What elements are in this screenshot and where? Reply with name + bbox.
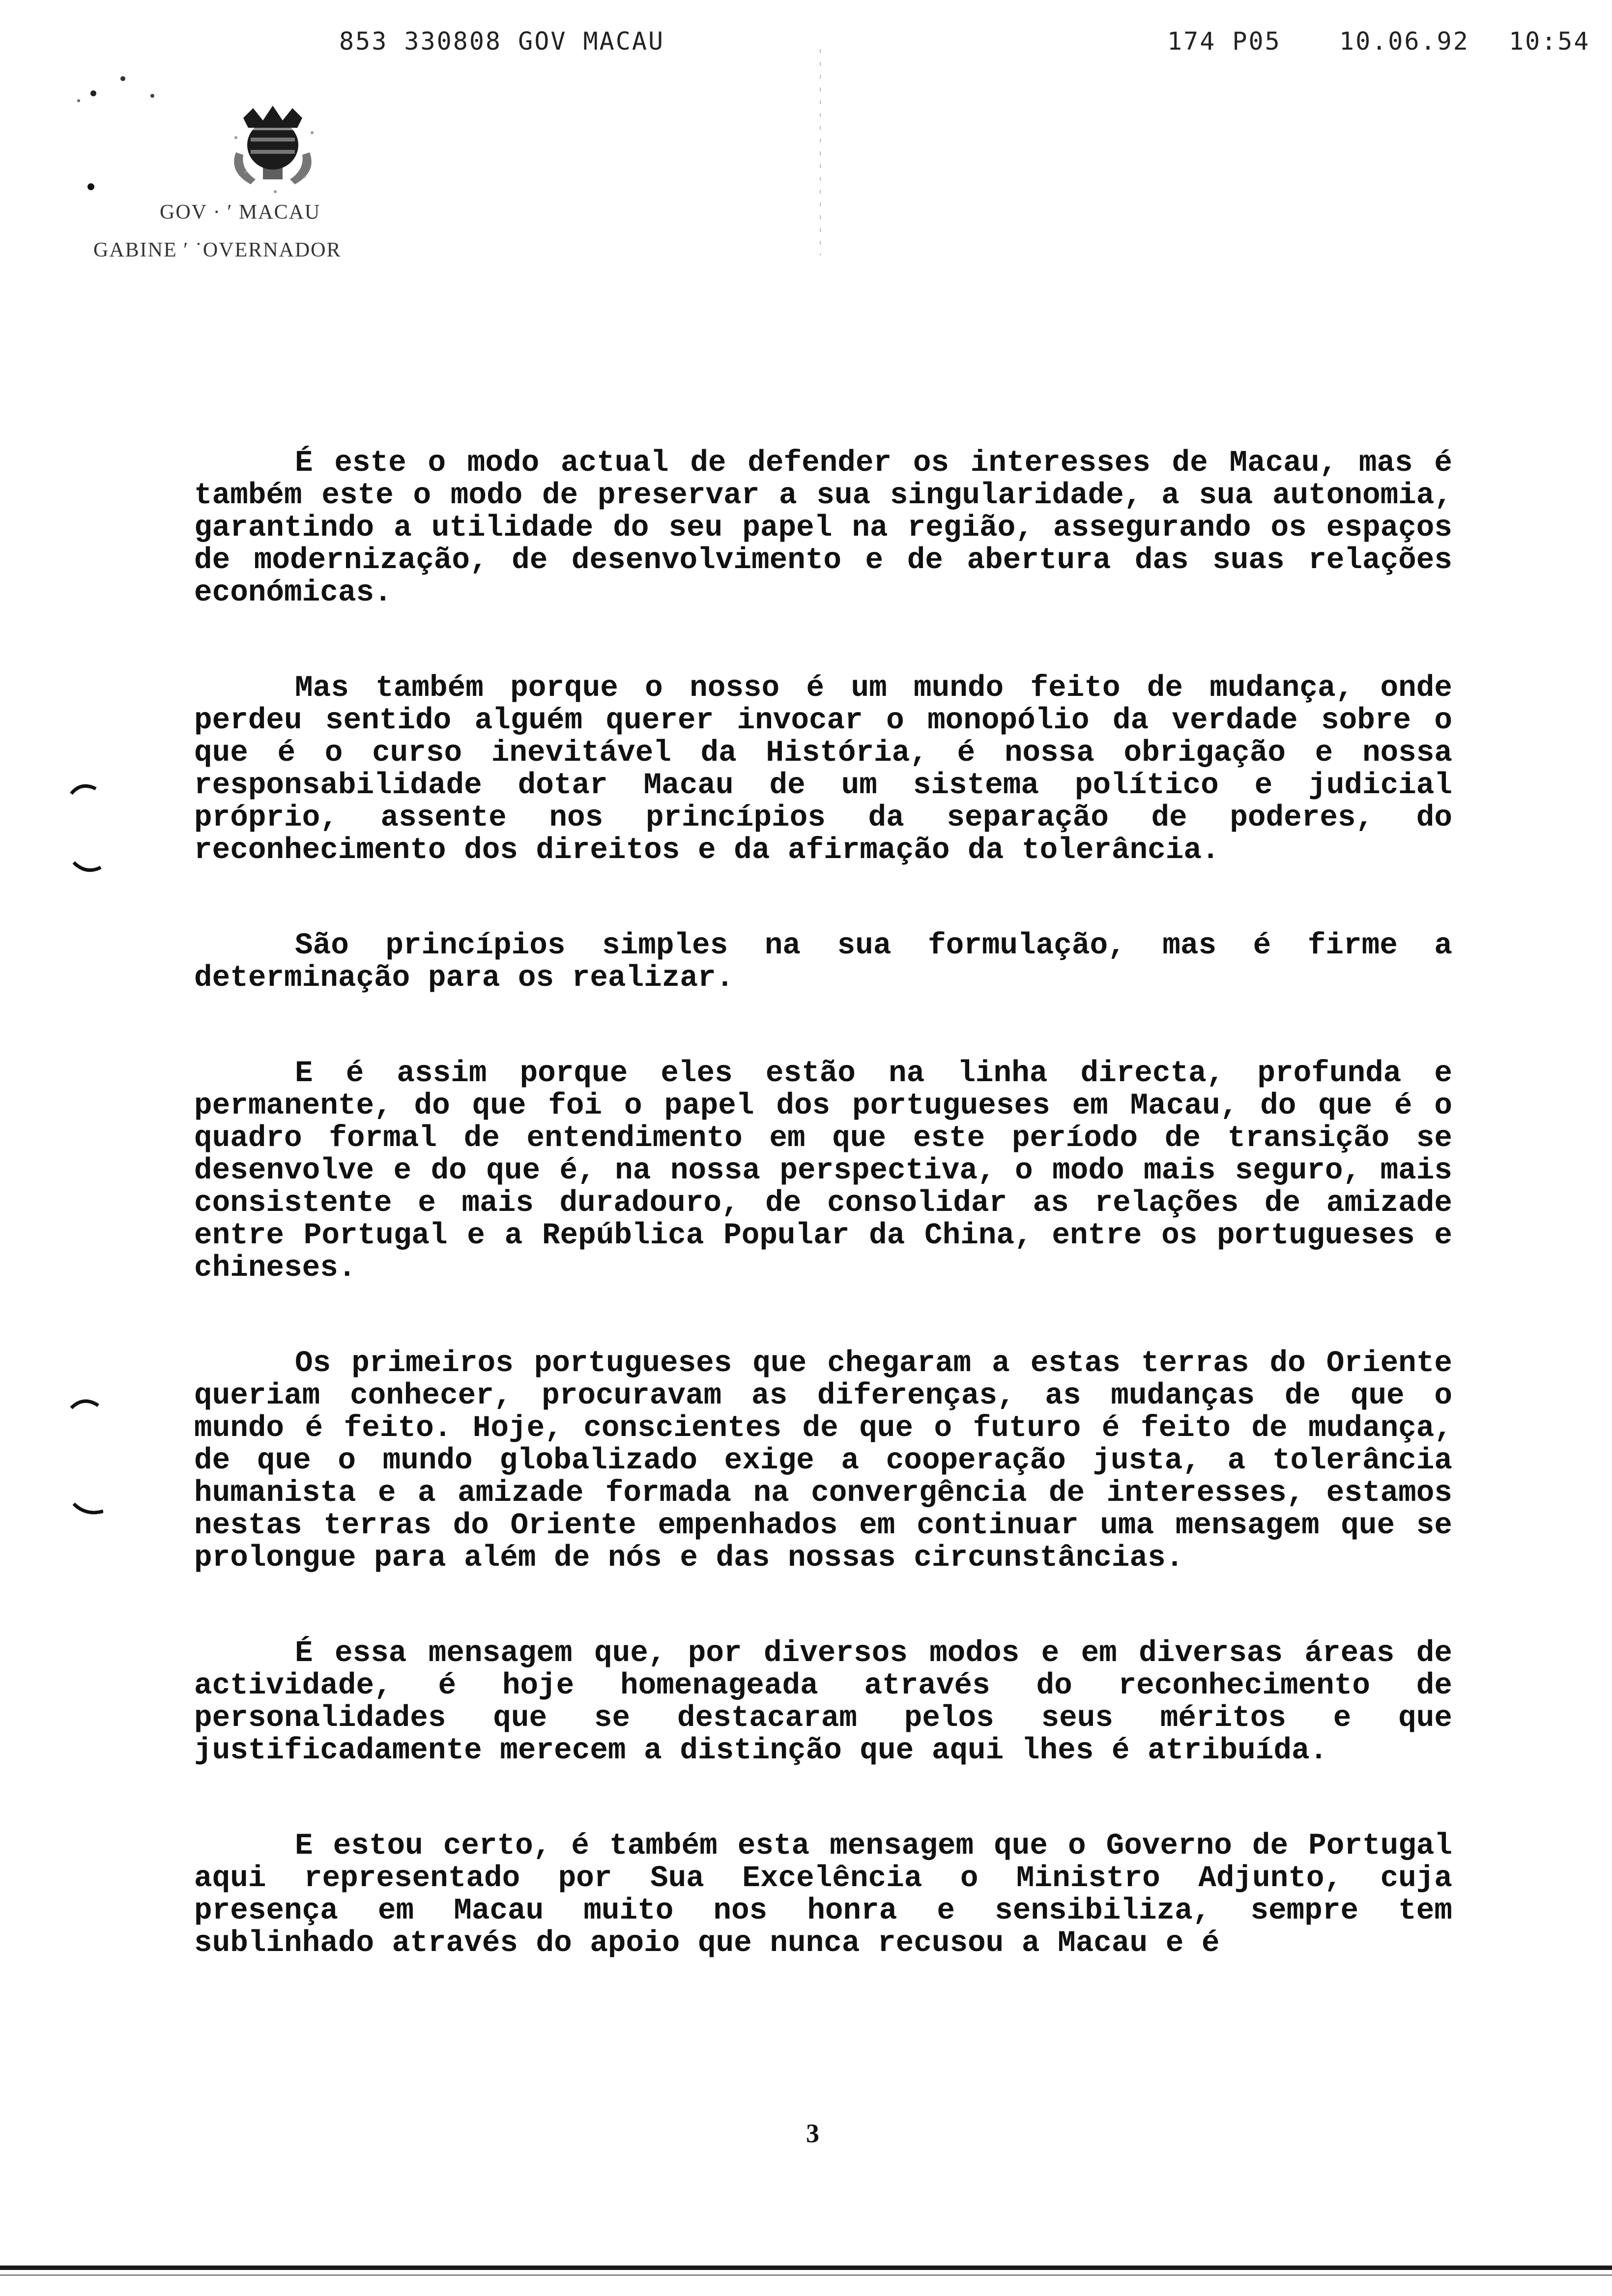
bottom-rule (0, 2266, 1612, 2270)
paragraph: É essa mensagem que, por diversos modos e em diversas áreas de actividade, é hoje homenageada através do reconhecimento de personalidades que se destacaram pelos seus méritos e que justificadamente merecem a distinção que aqui lhes é atribuída. (194, 1636, 1452, 1768)
document-body (194, 447, 1452, 2023)
fax-header (0, 27, 1612, 66)
paragraph: São princípios simples na sua formulação, mas é firme a determinação para os realizar. (194, 929, 1452, 995)
fold-mark (820, 49, 821, 256)
page-number: 3 (806, 2119, 819, 2148)
paragraph: Mas também porque o nosso é um mundo feito de mudança, onde perdeu sentido alguém querer invocar o monopólio da verdade sobre o que é o curso inevitável da História, é nossa obrigação e nossa responsabilidade dotar Macau de um sistema político e judicial próprio, assente nos princípios da separação de poderes, do reconhecimento dos direitos e da afirmação da tolerância. (194, 671, 1452, 867)
fax-sender-line: 853 330808 GOV MACAU (339, 27, 665, 56)
punch-hole-mark-icon (69, 1489, 103, 1533)
letterhead-line-2: GABINE ′ ˙OVERNADOR (93, 239, 342, 261)
punch-hole-mark-icon (66, 1391, 101, 1435)
fax-pages: 174 P05 (1167, 27, 1281, 56)
fax-date: 10.06.92 (1339, 27, 1469, 56)
paragraph: E é assim porque eles estão na linha directa, profunda e permanente, do que foi o papel dos portugueses em Macau, do que é o quadro formal de entendimento em que este período de transição se desenvolve e do que é, na nossa perspectiva, o modo mais seguro, mais consistente e mais duradouro, de consolidar as relações de amizade entre Portugal e a República Popular da China, entre os portugueses e chineses. (194, 1057, 1452, 1285)
coat-of-arms-icon (216, 98, 329, 211)
paragraph: Os primeiros portugueses que chegaram a estas terras do Oriente queriam conhecer, procuravam as diferenças, as mudanças de que o mundo é feito. Hoje, conscientes de que o futuro é feito de mudança, de que o mundo globalizado exige a cooperação justa, a tolerância humanista e a amizade formada na convergência de interesses, estamos nestas terras do Oriente empenhados em continuar uma mensagem que se prolongue para além de nós e das nossas circunstâncias. (194, 1347, 1452, 1575)
bottom-rule-thin (0, 2274, 1612, 2276)
letterhead-line-1: GOV · ′ MACAU (160, 201, 321, 224)
paragraph: É este o modo actual de defender os interesses de Macau, mas é também este o modo de preservar a sua singularidade, a sua autonomia, garantindo a utilidade do seu papel na região, assegurando os espaços de modernização, de desenvolvimento e de abertura das suas relações económicas. (194, 446, 1452, 610)
fax-time: 10:54 (1509, 27, 1590, 56)
letterhead (74, 69, 516, 275)
punch-hole-mark-icon (69, 845, 103, 890)
punch-hole-mark-icon (66, 776, 101, 821)
paragraph: E estou certo, é também esta mensagem que o Governo de Portugal aqui representado por Sua Excelência o Ministro Adjunto, cuja presença em Macau muito nos honra e sensibiliza, sempre tem sublinhado através do apoio que nunca recusou a Macau e é (194, 1829, 1452, 1960)
